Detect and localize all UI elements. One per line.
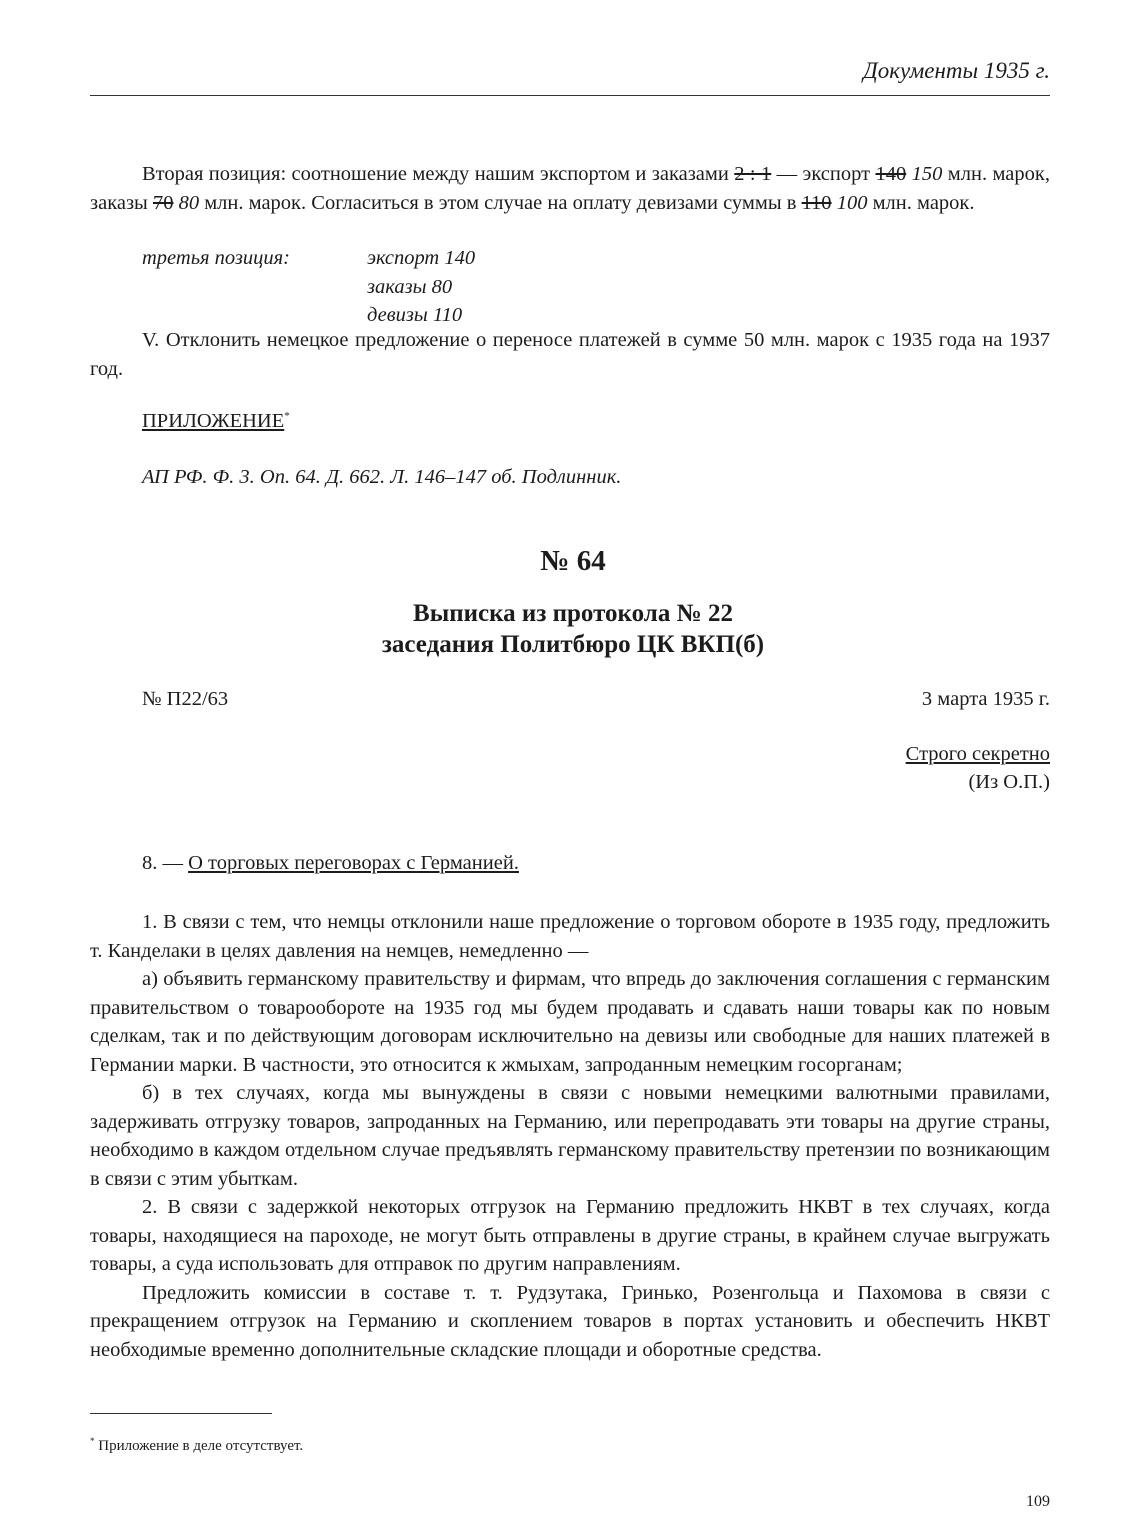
document-body xyxy=(90,908,1050,1364)
body-paragraph: б) в тех случаях, когда мы вынуждены в связи с новыми немецкими валютными правилами, задерживать отгрузку товаров, запроданных на Германию, или перепродавать эти товары на другие страны, необходимо в каждом отдельном случае предъявлять германскому правительству претензии по возникающим в связи с этим убыткам. xyxy=(90,1082,1050,1190)
text: млн. марок. xyxy=(867,191,975,214)
struck-text: 2 : 1 xyxy=(734,163,772,185)
running-header: Документы 1935 г. xyxy=(863,58,1050,83)
document-date: 3 марта 1935 г. xyxy=(921,688,1050,710)
third-position xyxy=(142,244,476,326)
document-number: № 64 xyxy=(540,545,606,577)
inserted-text: 100 xyxy=(836,191,868,214)
body-paragraph: а) объявить германскому правительству и фирмам, что впредь до заключения соглашения с германским правительством о товарообороте на 1935 год мы будем продавать и сдавать наши товары как по новым сделкам, так и по действующим договорам исключительно на девизы или свободные для наших платежей в Германии марки. В частности, это относится к жмыхам, запроданным немецким госорганам; xyxy=(90,968,1050,1076)
header-rule xyxy=(90,95,1050,96)
inserted-text: 80 xyxy=(178,191,200,214)
body-paragraph: 1. В связи с тем, что немцы отклонили наше предложение о торговом обороте в 1935 году, предложить т. Канделаки в целях давления на немцев, немедленно — xyxy=(90,911,1050,962)
value-currency: девизы 110 xyxy=(367,304,463,326)
text: — экспорт xyxy=(771,163,876,185)
text: млн. марок. Согласиться в этом случае на оплату девизами суммы в xyxy=(199,191,802,214)
text: млн. марок, заказы xyxy=(90,163,1050,214)
text: Вторая позиция: соотношение между нашим экспортом и заказами xyxy=(142,163,735,185)
footnote xyxy=(90,1436,303,1455)
footnote-mark: * xyxy=(90,1436,95,1446)
paragraph-second-position xyxy=(90,160,1050,217)
struck-text: 140 xyxy=(875,163,907,185)
value-orders: заказы 80 xyxy=(367,275,453,298)
body-paragraph: 2. В связи с задержкой некоторых отгрузок на Германию предложить НКВТ в тех случаях, когда товары, находящиеся на пароходе, не могут быть отправлены в другие страны, в крайнем случае выгружать товары, а суда использовать для отправок по другим направлениям. xyxy=(90,1196,1050,1275)
origin: (Из О.П.) xyxy=(968,771,1050,793)
page-number: 109 xyxy=(1026,1493,1050,1510)
body-paragraph: Предложить комиссии в составе т. т. Рудзутака, Гринько, Розенгольца и Пахомова в связи с прекращением отгрузок на Германию и скоплением товаров в портах установить и обеспечить НКВТ необходимые временно дополнительные складские площади и оборотные средства. xyxy=(90,1281,1050,1361)
struck-text: 70 xyxy=(152,191,174,214)
item-heading xyxy=(142,852,519,875)
item-number: 8. — xyxy=(142,852,189,874)
appendix-heading xyxy=(142,410,290,433)
struck-text: 110 xyxy=(801,191,832,214)
document-title xyxy=(0,598,1146,660)
footnote-text: Приложение в деле отсутствует. xyxy=(94,1438,304,1454)
footnote-rule xyxy=(90,1413,272,1414)
third-position-label: третья позиция: xyxy=(142,247,291,269)
classification: Строго секретно xyxy=(905,743,1050,765)
title-line: заседания Политбюро ЦК ВКП(б) xyxy=(381,631,765,658)
footnote-mark: * xyxy=(284,410,290,423)
inserted-text: 150 xyxy=(911,163,943,185)
value-export: экспорт 140 xyxy=(367,247,476,269)
document-ref: № П22/63 xyxy=(142,688,229,710)
appendix-text: ПРИЛОЖЕНИЕ xyxy=(142,410,285,432)
archive-source: АП РФ. Ф. 3. Оп. 64. Д. 662. Л. 146–147 об. Подлинник. xyxy=(142,466,622,488)
title-line: Выписка из протокола № 22 xyxy=(413,600,733,627)
paragraph-v: V. Отклонить немецкое предложение о переносе платежей в сумме 50 млн. марок с 1935 года на 1937 год. xyxy=(90,329,1050,380)
item-title: О торговых переговорах с Германией. xyxy=(188,852,519,874)
